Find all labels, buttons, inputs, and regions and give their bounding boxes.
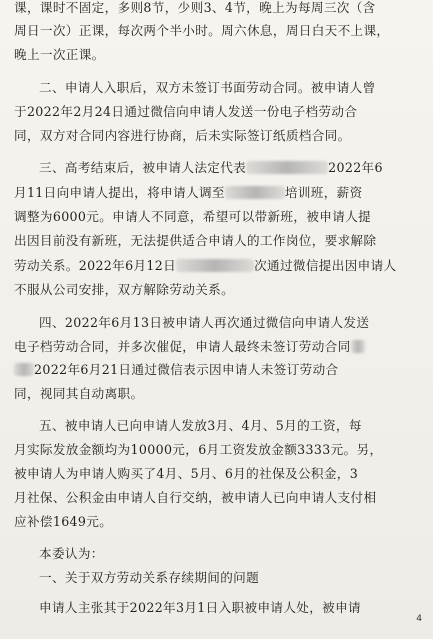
text-line: 同，视同其自动离职。 <box>14 386 144 401</box>
text-line <box>14 339 365 355</box>
text-segment: 2022年6 <box>328 160 383 175</box>
text-line: 本委认为： <box>39 546 104 561</box>
text-line: 不服从公司安排，双方解除劳动关系。 <box>14 282 235 297</box>
text-line: 二、申请人入职后，双方未签订书面劳动合同。被申请人曾 <box>39 80 376 95</box>
redaction-blur <box>176 259 254 272</box>
text-line: 调整为6000元。申请人不同意，希望可以带新班，被申请人提 <box>14 209 372 224</box>
text-segment: 次通过微信提出因申请人 <box>254 258 397 273</box>
text-line: 四、2022年6月13日被申请人再次通过微信向申请人发送 <box>39 315 370 330</box>
text-line: 晚上一次正课。 <box>14 47 105 62</box>
text-line: 应补偿1649元。 <box>14 514 113 529</box>
text-line: 月实际发放金额均为10000元，6月工资发放金额3333元。另， <box>14 442 383 457</box>
redaction-blur <box>225 186 285 199</box>
redaction-blur <box>14 363 34 376</box>
redaction-blur <box>246 161 328 174</box>
text-line: 课，课时不固定，多则8节，少则3、4节，晚上为每周三次（含 <box>14 0 376 15</box>
text-segment: 电子档劳动合同，并多次催促，申请人最终未签订劳动合同 <box>14 339 351 354</box>
text-line <box>39 160 383 176</box>
page-number: 4 <box>416 614 422 624</box>
text-segment: 三、高考结束后，被申请人法定代表 <box>39 160 247 175</box>
text-line: 被申请人为申请人购买了4月、5月、6月的社保及公积金，3 <box>14 466 359 481</box>
text-line: 申请人主张其于2022年3月1日入职被申请人处，被申请 <box>39 600 361 615</box>
text-line <box>14 258 396 274</box>
text-line <box>14 362 338 378</box>
text-line <box>14 185 363 201</box>
redaction-blur <box>351 340 365 353</box>
section-heading: 一、关于双方劳动关系存续期间的问题 <box>39 570 260 585</box>
text-line: 同，双方对合同内容进行协商，后未实际签订纸质档合同。 <box>14 128 351 143</box>
text-line: 于2022年2月24日通过微信向申请人发送一份电子档劳动合 <box>14 104 358 119</box>
text-line: 月社保、公积金由申请人自行交纳，被申请人已向申请人支付相 <box>14 490 377 505</box>
text-segment: 培训班，薪资 <box>284 185 363 200</box>
text-line: 周日一次）正课，每次两个半小时。周六休息，周日白天不上课， <box>14 23 390 38</box>
text-line: 出因目前没有新班，无法提供适合申请人的工作岗位，要求解除 <box>14 233 377 248</box>
text-segment: 2022年6月21日通过微信表示因申请人未签订劳动合 <box>34 362 339 377</box>
text-segment: 劳动关系。2022年6月12日 <box>14 258 177 273</box>
text-segment: 月11日向申请人提出，将申请人调至 <box>14 185 225 200</box>
text-line: 五、被申请人已向申请人发放3月、4月、5月的工资，每 <box>39 418 362 433</box>
